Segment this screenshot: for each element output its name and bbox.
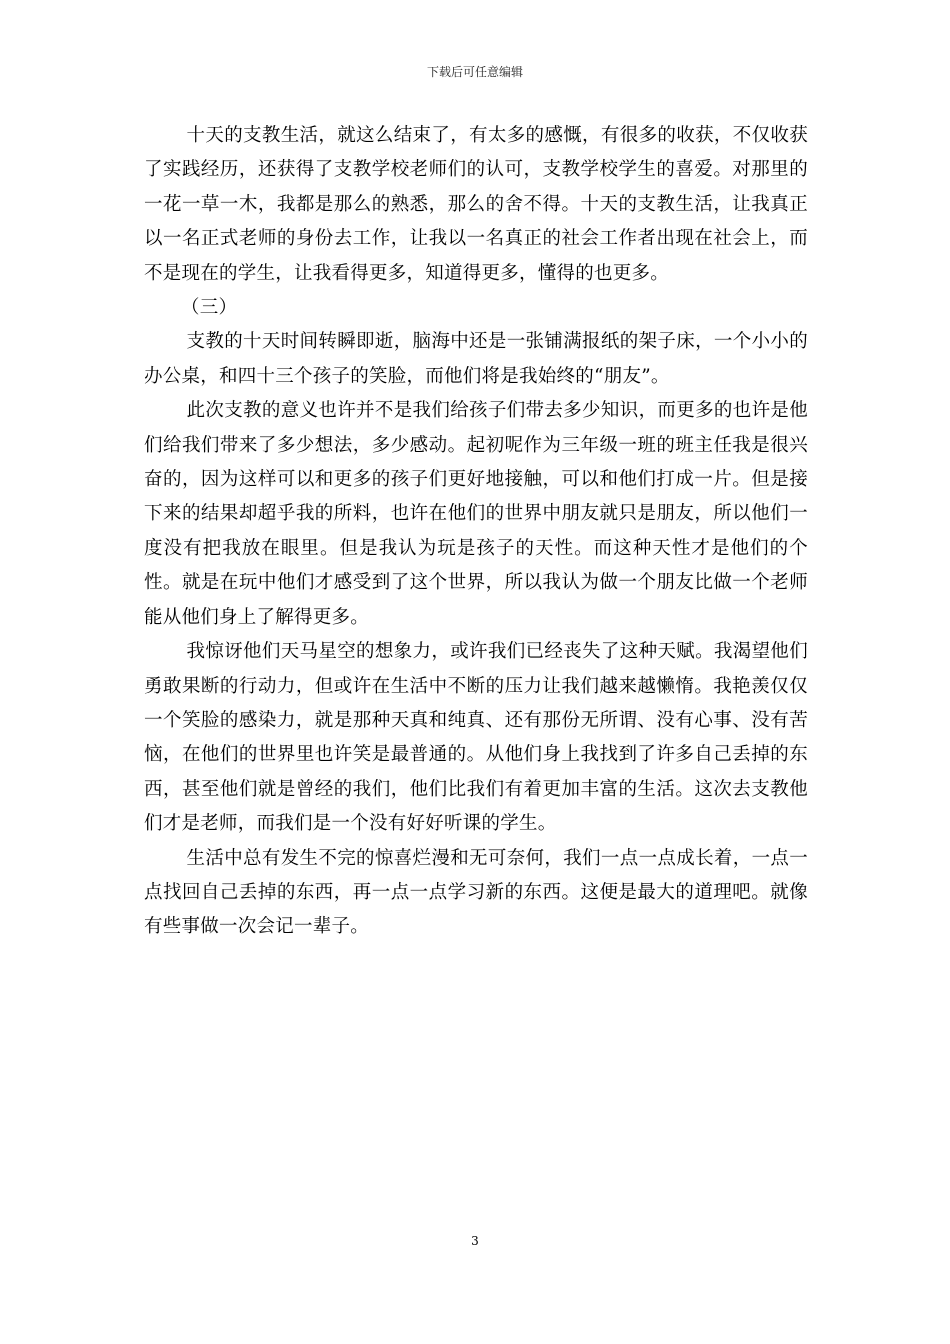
page-header: 下载后可任意编辑 bbox=[426, 65, 523, 79]
page-number: 3 bbox=[471, 1234, 479, 1248]
section-heading: （三） bbox=[181, 297, 238, 319]
paragraph: 生活中总有发生不完的惊喜烂漫和无可奈何，我们一点一点成长着，一点一点找回自己丢掉的东西，再一点一点学习新的东西。这便是最大的道理吧。就像有些事做一次会记一辈子。 bbox=[144, 847, 808, 938]
paragraph: 此次支教的意义也许并不是我们给孩子们带去多少知识，而更多的也许是他们给我们带来了多少想法，多少感动。起初呢作为三年级一班的班主任我是很兴奋的，因为这样可以和更多的孩子们更好地接触，可以和他们打成一片。但是接下来的结果却超乎我的所料，也许在他们的世界中朋友就只是朋友，所以他们一度没有把我放在眼里。但是我认为玩是孩子的天性。而这种天性才是他们的个性。就是在玩中他们才感受到了这个世界，所以我认为做一个朋友比做一个老师能从他们身上了解得更多。 bbox=[144, 400, 808, 628]
paragraph: 十天的支教生活，就这么结束了，有太多的感慨，有很多的收获，不仅收获了实践经历，还获得了支教学校老师们的认可，支教学校学生的喜爱。对那里的一花一草一木，我都是那么的熟悉，那么的舍不得。十天的支教生活，让我真正以一名正式老师的身份去工作，让我以一名真正的社会工作者出现在社会上，而不是现在的学生，让我看得更多，知道得更多，懂得的也更多。 bbox=[144, 125, 808, 284]
document-body bbox=[144, 119, 808, 945]
paragraph: 我惊讶他们天马星空的想象力，或许我们已经丧失了这种天赋。我渴望他们勇敢果断的行动力，但或许在生活中不断的压力让我们越来越懒惰。我艳羡仅仅一个笑脸的感染力，就是那种天真和纯真、还有那份无所谓、没有心事、没有苦恼，在他们的世界里也许笑是最普通的。从他们身上我找到了许多自己丢掉的东西，甚至他们就是曾经的我们，他们比我们有着更加丰富的生活。这次去支教他们才是老师，而我们是一个没有好好听课的学生。 bbox=[144, 641, 808, 835]
paragraph: 支教的十天时间转瞬即逝，脑海中还是一张铺满报纸的架子床，一个小小的办公桌，和四十三个孩子的笑脸，而他们将是我始终的“朋友”。 bbox=[144, 331, 808, 387]
